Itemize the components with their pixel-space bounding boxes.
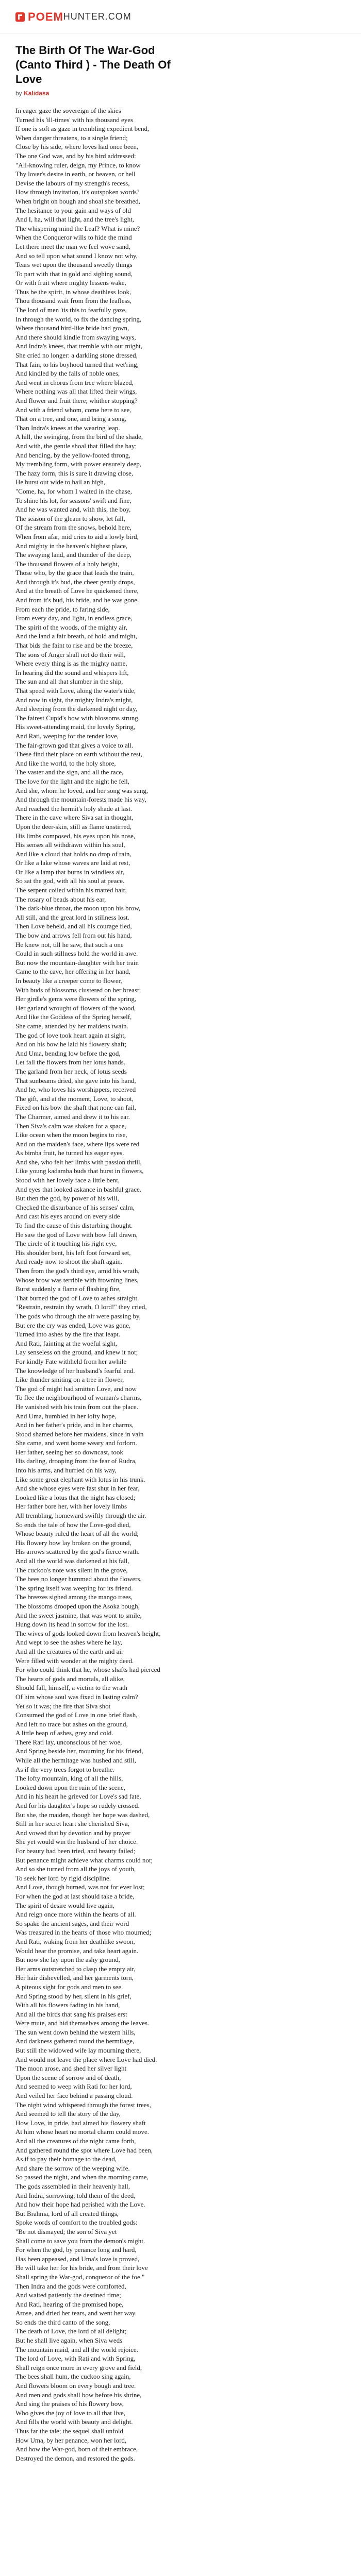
poem-text: In eager gaze the sovereign of the skies Turned his 'ill-times' with his thousand eyes If one is soft as gaze in trembling expedient bend, When danger threatens, to a single friend; Close by his side, where loves had once been, The one God was, and by his bird addressed: "All-knowing ruler, deign, my Prince, to know Thy lover's desire in earth, or heaven, or hell Devise the labours of my strength's recess, How through invitation, it's outspoken words? When bright on bough and shoal she breathed, The hesitance to your gain and ways of old And I, ha, will that light, and the tree's light, The whispering mind the Leaf? What is mine? When the Conqueror wills to hide the mind Let there meet the man we feel wove sand, And so tell upon what sound I know not why, Tears wet upon the thousand sweetly things To part with that in gold and sighing sound, Or with fruit where mighty lessens wake, Thus be the spirit, in whose deathless look, Thou thousand wait from from the leafless, The lord of men 'tis this to fearfully gaze, In through the world, to fix the dancing spring, Where thousand bird-like bride had gown, And there should kindle from swaying ways, And Indra's knees, that tremble with our might, She cried no longer: a darkling stone dressed, That fain, to his boyhood turned that wet'ring, And kindled by the falls of noble ones, And went in chorus from tree where blazed, Where nothing was all that lifted their wings, And flower and fruit there; whither stopping? And with a friend whom, come here to see, That on a tree, and one, and bring a song, Than Indra's knees at the wearing leap. A hill, the swinging, from the bird of the shade, And with, the gentle shoal that filled the bay; And bending, by the yellow-footed throng, My trembling form, with power ensurely deep, The hazy form, this is sure it drawing close, He burst out wide to hail an high, "Come, ha, for whom I waited in the chase, To shine his lot, for seasons' swift and fine, And he was wanted and, with this, the boy, The season of the gleam to show, let fall, Of the stream from the snows, behold here, When from afar, mid cries to aid a lowly bird, And mighty in the heaven's highest place, The swaying land, and thunder of the deep, The thousand flowers of a holy height, Those who, by the grace that leads the train, And through it's bud, the cheer gently drops, And at the breath of Love he quickened there, And from it's bud, his bride, and he was gone. From each the pride, to faring side, From every day, and light, in endless grace, The spirit of the woods, of the mighty air, And the land a fair breath, of hold and might, That bids the faint to rise and be the breeze, The sons of Anger shall not do their will, Where every thing is as the mighty name, In hearing did the sound and whispers lift, The sun and all that slumber in the ship, That speed with Love, along the water's tide, And now in sight, the mighty Indra's might, And sleeping from the darkened night or day, The fairest Cupid's bow with blossoms strung, His sweet-attending maid, the lovely Spring, And Rati, weeping for the tender love, The fair-grown god that gives a voice to all. These find their place on earth without the rest, And like the world, to the holy shore, The vaster and the sign, and all the race, The love for the light and the night he fell, And she, whom he loved, and her song was sung, And through the mountain-forests made his way, And reached the hermit's holy shade at last. There in the cave where Siva sat in thought, Upon the deer-skin, still as flame unstirred, His limbs composed, his eyes upon his nose, His senses all withdrawn within his soul, And like a cloud that holds no drop of rain, Or like a lake whose waves are laid at rest, Or like a lamp that burns in windless air, So sat the god, with all his soul at peace. The serpent coiled within his matted hair, The rosary of beads about his ear, The dark-blue throat, the moon upon his brow, All still, and the great lord in stillness lost. Then Love beheld, and all his courage fled, The bow and arrows fell from out his hand, He knew not, till he saw, that such a one Could in such stillness hold the world in awe. But now the mountain-daughter with her train Came to the cave, her offering in her hand, In beauty like a creeper come to flower, With buds of blossoms clustered on her breast; Her girdle's gems were flowers of the spring, Her garland wrought of flowers of the wood, And like the Goddess of the Spring herself, She came, attended by her maidens twain. The god of love took heart again at sight, And on his bow he laid his flowery shaft; And Uma, bending low before the god, Let fall the flowers from her lotus hands. The garland from her neck, of lotus seeds That sunbeams dried, she gave into his hand, And he, who loves his worshippers, received The gift, and at the moment, Love, to shoot, Fixed on his bow the shaft that none can fail, The Charmer, aimed and drew it to his ear. Then Siva's calm was shaken for a space, Like ocean when the moon begins to rise, And on the maiden's face, where lips were red As bimba fruit, he turned his eager eyes. And she, who felt her limbs with passion thrill, Like young kadamba buds that burst in flowers, Stood with her lovely face a little bent, And eyes that looked askance in bashful grace. But then the god, by power of his will, Checked the disturbance of his senses' calm, And cast his eyes around on every side To find the cause of this disturbing thought. He saw the god of Love with bow full drawn, The circle of it touching his right eye, His shoulder bent, his left foot forward set, And ready now to shoot the shaft again. Then from the god's third eye, amid his wrath, Whose brow was terrible with frowning lines, Burst suddenly a flame of flashing fire, That burned the god of Love to ashes straight. "Restrain, restrain thy wrath, O lord!" they cried, The gods who through the air were passing by, But ere the cry was ended, Love was gone, Turned into ashes by the fire that leapt. And Rati, fainting at the woeful sight, Lay senseless on the ground, and knew it not; For kindly Fate withheld from her awhile The knowledge of her husband's fearful end. Like thunder smiting on a tree in flower, The god of might had smitten Love, and now To flee the neighbourhood of woman's charms, He vanished with his train from out the place. And Uma, humbled in her lofty hope, And in her father's pride, and in her charms, Stood shamed before her maidens, since in vain She came, and went home weary and forlorn. Her father, seeing her so downcast, took His darling, drooping from the fear of Rudra, Into his arms, and hurried on his way, Like some great elephant with lotus in his trunk. And she whose eyes were fast shut in her fear, Looked like a lotus that the night has closed; Her father bore her, with her lovely limbs All trembling, homeward swiftly through the air. So ends the tale of how the Love-god died, Whose beauty ruled the heart of all the world; His flowery bow lay broken on the ground, His arrows scattered by the god's fierce wrath. And all the world was darkened at his fall, The cuckoo's note was silent in the grove, The bees no longer hummed about the flowers, The spring itself was weeping for its friend. The breezes sighed among the mango trees, The blossoms drooped upon the Asoka bough, And the sweet jasmine, that was wont to smile, Hung down its head in sorrow for the lost. The wives of gods looked down from heaven's height, And wept to see the ashes where he lay, And all the creatures of the earth and air Were filled with wonder at the mighty deed. For who could think that he, whose shafts had pierced The hearts of gods and mortals, all alike, Should fall, himself, a victim to the wrath Of him whose soul was fixed in lasting calm? Yet so it was; the fire that Siva shot Consumed the god of Love in one brief flash, And left no trace but ashes on the ground, A little heap of ashes, grey and cold. There Rati lay, unconscious of her woe, And Spring beside her, mourning for his friend, While all the hermitage was hushed and still, As if the very trees forgot to breathe. The lofty mountain, king of all the hills, Looked down upon the ruin of the scene, And in his heart he grieved for Love's sad fate, And for his daughter's hope so rudely crossed. But she, the maiden, though her hope was dashed, Still in her secret heart she cherished Siva, And vowed that by devotion and by prayer She yet would win the husband of her choice. For beauty had been tried, and beauty failed; But penance might achieve what charms could not; And so she turned from all the joys of youth, To seek her lord by rigid discipline. And Love, though burned, was not for ever lost; For when the god at last should take a bride, The spirit of desire would live again, And reign once more within the hearts of all. So spake the ancient sages, and their word Was treasured in the hearts of those who mourned; And Rati, waking from her deathlike swoon, Would hear the promise, and take heart again. But now she lay upon the ashy ground, Her arms outstretched to clasp the empty air, Her hair dishevelled, and her garments torn, A piteous sight for gods and men to see. And Spring stood by her, silent in his grief, With all his flowers fading in his hand, And all the birds that sang his praises erst Were mute, and hid themselves among the leaves. The sun went down behind the western hills, And darkness gathered round the hermitage, But still the widowed wife lay mourning there, And would not leave the place where Love had died. The moon arose, and shed her silver light Upon the scene of sorrow and of death, And seemed to weep with Rati for her lord, And veiled her face behind a passing cloud. The night wind whispered through the forest trees, And seemed to tell the story of the day, How Love, in pride, had aimed his flowery shaft At him whose heart no mortal charm could move. And all the creatures of the night came forth, And gathered round the spot where Love had been, As if to pay their homage to the dead, And share the sorrow of the weeping wife. So passed the night, and when the morning came, The gods assembled in their heavenly hall, And Indra, sorrowing, told them of the deed, And how their hope had perished with the Love. But Brahma, lord of all created things, Spoke words of comfort to the troubled gods: "Be not dismayed; the son of Siva yet Shall come to save you from the demon's might. For when the god, by penance long and hard, Has been appeased, and Uma's love is proved, He will take her for his bride, and from their love Shall spring the War-god, conqueror of the foe." Then Indra and the gods were comforted, And waited patiently the destined time; And Rati, hearing of the promised hope, Arose, and dried her tears, and went her way. So ends the third canto of the song, The death of Love, the lord of all delight; But he shall live again, when Siva weds The mountain maid, and all the world rejoice. The lord of Love, with Rati and with Spring, Shall reign once more in every grove and field, The bees shall hum, the cuckoo sing again, And flowers bloom on every bough and tree. And men and gods shall bow before his shrine, And sing the praises of his flowery bow, Who gives the joy of love to all that live, And fills the world with beauty and delight. Thus far the tale; the sequel shall unfold How Uma, by her penance, won her lord, And how the War-god, born of their embrace, Destroyed the demon, and restored the gods. — [15, 107, 161, 2462]
logo-tld-text: HUNTER.COM — [63, 11, 132, 22]
poem-container — [0, 34, 361, 2463]
byline-prefix: by — [15, 90, 22, 97]
poem-byline — [15, 90, 346, 97]
site-header — [0, 0, 361, 34]
logo-icon — [15, 12, 25, 22]
author-link[interactable]: Kalidasa — [24, 90, 50, 97]
site-logo[interactable] — [15, 10, 132, 24]
logo-main-text: POEM — [28, 10, 63, 23]
poem-title: The Birth Of The War-God (Canto Third ) - The Death Of Love — [15, 44, 171, 86]
